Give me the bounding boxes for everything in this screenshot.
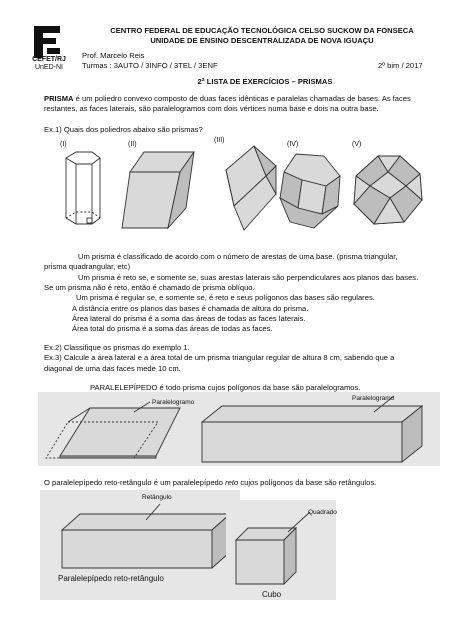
definition-4: Se um prisma não é reto, então é chamado de prisma oblíquo. xyxy=(44,283,255,292)
definition-3: Um prisma é reto se, e somente se, suas arestas laterais são perpendiculares aos planos das bases. xyxy=(78,273,419,282)
logo-caption xyxy=(24,56,74,72)
definition-6: A distância entre os planos das bases é chamada de altura do prisma. xyxy=(72,304,309,313)
definition-1: Um prisma é classificado de acordo com o número de arestas de uma base. (prisma triangular, xyxy=(78,252,398,261)
logo-line1: CEFET/RJ xyxy=(32,56,66,63)
logo-line2: UnED-NI xyxy=(34,64,63,71)
period: 2º bim / 2017 xyxy=(378,61,423,70)
parallelepiped-term: PARALELEPÍPEDO xyxy=(90,383,158,392)
parallelepiped-definition xyxy=(90,383,360,392)
figure-label-1: (I) xyxy=(60,141,67,148)
ex1-question: Ex.1) Quais dos poliedros abaixo são prismas? xyxy=(44,125,203,134)
figure-2-oblique-prism xyxy=(120,150,200,230)
label-parallelogram-right: Paralelogramo xyxy=(352,395,395,402)
label-rectangle: Retângulo xyxy=(142,494,172,501)
institution-name: CENTRO FEDERAL DE EDUCAÇÃO TECNOLÓGICA CELSO SUCKOW DA FONSECA xyxy=(110,26,414,35)
unit-name: UNIDADE DE ENSINO DESCENTRALIZADA DE NOVA IGUAÇU xyxy=(150,36,374,45)
definition-7: Área lateral do prisma é a soma das áreas de todas as faces laterais. xyxy=(72,314,306,323)
intro-line-1: PRISMA é um poliedro convexo composto de duas faces idênticas e paralelas chamadas de bases. As faces xyxy=(44,94,411,103)
caption-cube: Cubo xyxy=(262,590,282,599)
parallelepiped-definition-text: é todo prisma cujos polígonos da base são paralelogramos. xyxy=(157,383,361,392)
figure-label-3: (III) xyxy=(214,137,225,144)
rect-parallelepiped-definition: O paralelepípedo reto-retângulo é um paralelepípedo reto cujos polígonos da base são retângulos. xyxy=(44,478,377,487)
figure-label-4: (IV) xyxy=(287,141,299,148)
label-square: Quadrado xyxy=(308,509,337,516)
ex2-text: Ex.2) Classifique os prismas do exemplo 1. xyxy=(44,343,190,352)
figure-3-triangular-prism xyxy=(212,144,282,232)
ex3-line-1: Ex.3) Calcule a área lateral e a área total de um prisma triangular regular de altura 8 cm, sabendo que a xyxy=(44,353,395,362)
list-title: 2ª LISTA DE EXERCÍCIOS – PRISMAS xyxy=(197,77,333,86)
figure-1-hexagonal-prism xyxy=(58,150,108,230)
class-list: Turmas : 3AUTO / 3INFO / 3TEL / 3ENF xyxy=(82,61,218,70)
definition-2: prisma quadrangular, etc) xyxy=(44,262,131,271)
figure-4-polyhedron xyxy=(276,150,346,232)
figure-label-2: (II) xyxy=(128,141,137,148)
definition-8: Área total do prisma é a soma das áreas de todas as faces. xyxy=(72,324,273,333)
intro-line-2: restantes, as faces laterais, são paralelogramos com dois vértices numa base e dois na outra base. xyxy=(44,104,379,113)
ex3-line-2: diagonal de uma das faces mede 10 cm. xyxy=(44,364,181,373)
professor-name: Prof. Marcelo Reis xyxy=(82,51,145,60)
definition-5: Um prisma é regular se, e somente se, é reto e seus polígonos das bases são regulares. xyxy=(76,293,375,302)
figure-label-5: (V) xyxy=(352,141,362,148)
label-parallelogram-left: Paralelogramo xyxy=(152,399,195,406)
photo-right-parallelepiped xyxy=(194,392,440,466)
figure-5-icosahedron xyxy=(348,150,428,230)
photo-rectangular-parallelepiped xyxy=(40,490,240,600)
caption-rectangular-parallelepiped: Paralelepípedo reto-retângulo xyxy=(58,574,164,583)
